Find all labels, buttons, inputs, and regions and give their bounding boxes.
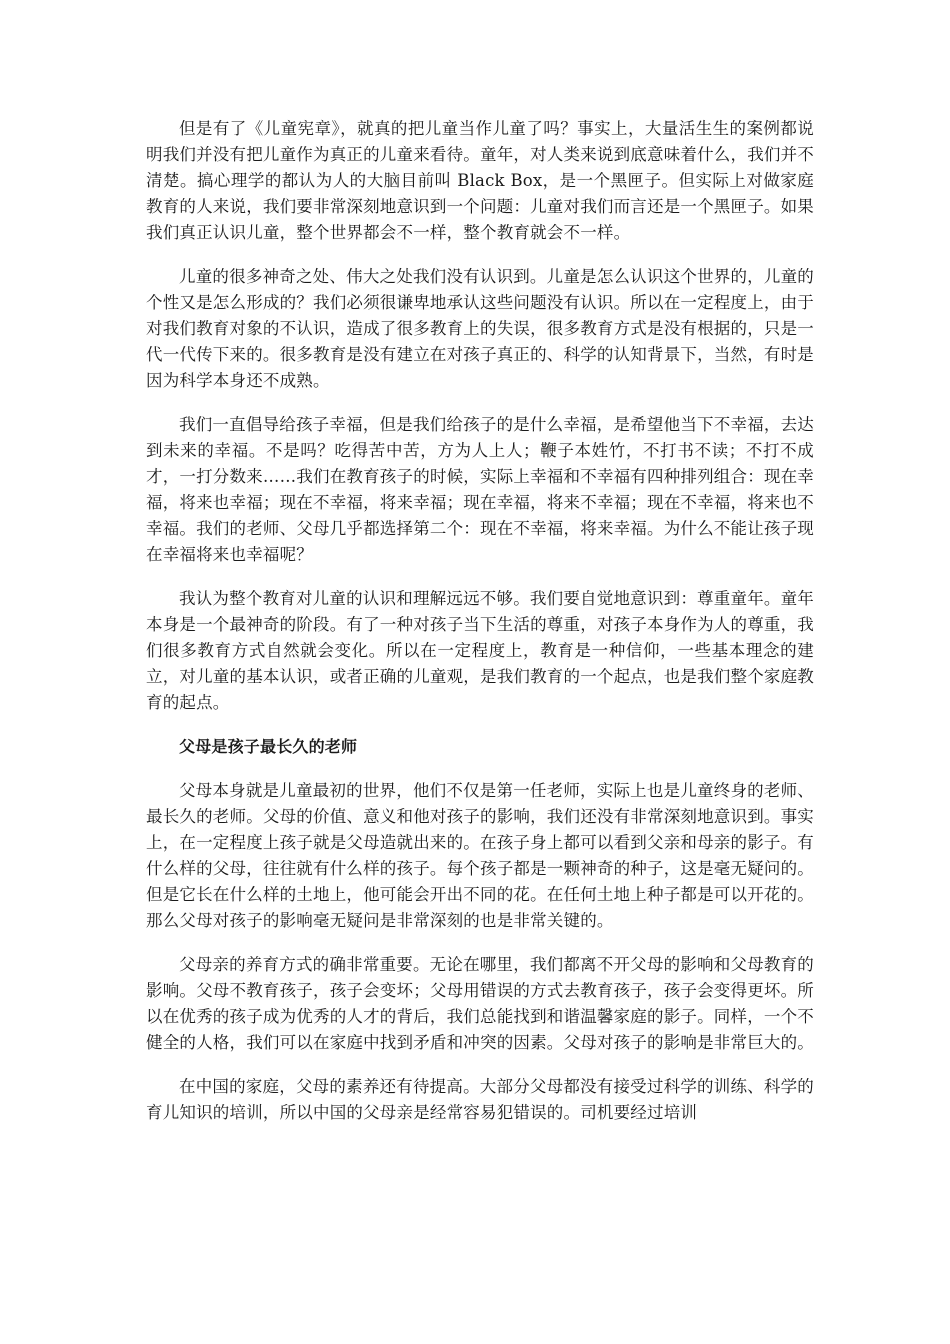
paragraph-3: 我们一直倡导给孩子幸福，但是我们给孩子的是什么幸福，是希望他当下不幸福，去达到未来的幸福。不是吗？吃得苦中苦，方为人上人；鞭子本姓竹，不打书不读；不打不成才，一打分数来……我们在教育孩子的时候，实际上幸福和不幸福有四种排列组合：现在幸福，将来也幸福；现在不幸福，将来幸福；现在幸福，将来不幸福；现在不幸福，将来也不幸福。我们的老师、父母几乎都选择第二个：现在不幸福，将来幸福。为什么不能让孩子现在幸福将来也幸福呢？ (146, 415, 814, 564)
document-body (146, 116, 814, 1144)
section-paragraph-2: 父母亲的养育方式的确非常重要。无论在哪里，我们都离不开父母的影响和父母教育的影响。父母不教育孩子，孩子会变坏；父母用错误的方式去教育孩子，孩子会变得更坏。所以在优秀的孩子成为优秀的人才的背后，我们总能找到和谐温馨家庭的影子。同样，一个不健全的人格，我们可以在家庭中找到矛盾和冲突的因素。父母对孩子的影响是非常巨大的。 (146, 955, 814, 1052)
section-heading: 父母是孩子最长久的老师 (179, 737, 358, 756)
paragraph-4: 我认为整个教育对儿童的认识和理解远远不够。我们要自觉地意识到：尊重童年。童年本身是一个最神奇的阶段。有了一种对孩子当下生活的尊重，对孩子本身作为人的尊重，我们很多教育方式自然就会变化。所以在一定程度上，教育是一种信仰，一些基本理念的建立，对儿童的基本认识，或者正确的儿童观，是我们教育的一个起点，也是我们整个家庭教育的起点。 (146, 589, 814, 712)
paragraph-2: 儿童的很多神奇之处、伟大之处我们没有认识到。儿童是怎么认识这个世界的，儿童的个性又是怎么形成的？我们必须很谦卑地承认这些问题没有认识。所以在一定程度上，由于对我们教育对象的不认识，造成了很多教育上的失误，很多教育方式是没有根据的，只是一代一代传下来的。很多教育是没有建立在对孩子真正的、科学的认知背景下，当然，有时是因为科学本身还不成熟。 (146, 267, 814, 390)
paragraph-1: 但是有了《儿童宪章》，就真的把儿童当作儿童了吗？事实上，大量活生生的案例都说明我们并没有把儿童作为真正的儿童来看待。童年，对人类来说到底意味着什么，我们并不清楚。搞心理学的都认为人的大脑目前叫 Black Box，是一个黑匣子。但实际上对做家庭教育的人来说，我们要非常深刻地意识到一个问题：儿童对我们而言还是一个黑匣子。如果我们真正认识儿童，整个世界都会不一样，整个教育就会不一样。 (146, 119, 814, 242)
section-paragraph-1: 父母本身就是儿童最初的世界，他们不仅是第一任老师，实际上也是儿童终身的老师、最长久的老师。父母的价值、意义和他对孩子的影响，我们还没有非常深刻地意识到。事实上，在一定程度上孩子就是父母造就出来的。在孩子身上都可以看到父亲和母亲的影子。有什么样的父母，往往就有什么样的孩子。每个孩子都是一颗神奇的种子，这是毫无疑问的。但是它长在什么样的土地上，他可能会开出不同的花。在任何土地上种子都是可以开花的。那么父母对孩子的影响毫无疑问是非常深刻的也是非常关键的。 (146, 781, 814, 930)
section-paragraph-3: 在中国的家庭，父母的素养还有待提高。大部分父母都没有接受过科学的训练、科学的育儿知识的培训，所以中国的父母亲是经常容易犯错误的。司机要经过培训 (146, 1077, 814, 1122)
